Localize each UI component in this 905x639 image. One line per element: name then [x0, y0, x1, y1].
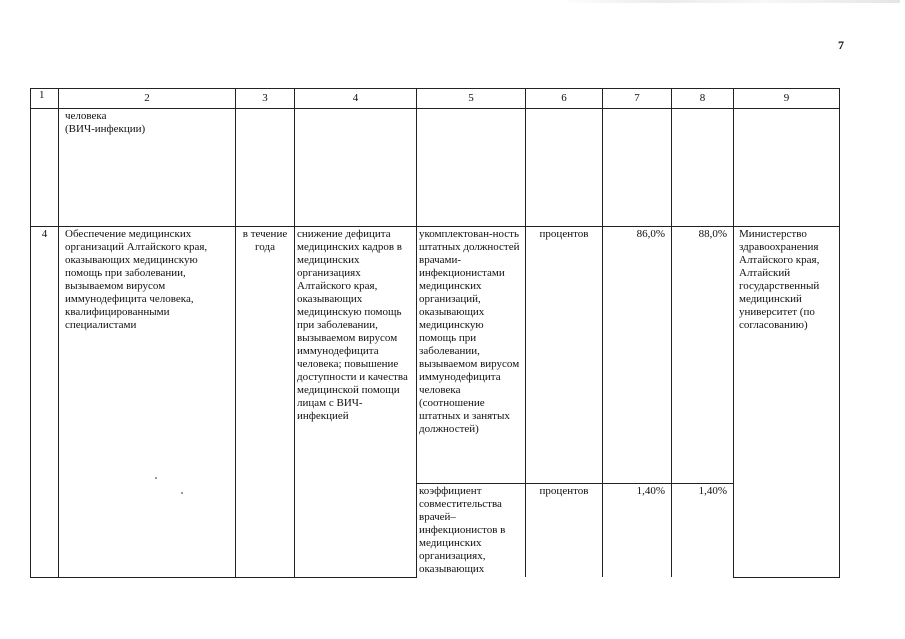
scan-speck — [155, 477, 157, 479]
executor-text: Министерство здравоохранения Алтайского края, Алтайский государственный медицинский университет (по согласованию) — [734, 227, 840, 578]
term-text: в течение года — [236, 227, 295, 578]
header-col-9: 9 — [734, 89, 840, 109]
header-col-4: 4 — [295, 89, 417, 109]
indicator-value-col7: 86,0% — [603, 227, 672, 484]
expected-result-text: снижение дефицита медицинских кадров в медицинских организациях Алтайского края, оказывающих медицинскую помощь при заболевании, вызываемом вирусом иммунодефицита человека; повышение доступности и качества медицинской помощи лицам с ВИЧ-инфекцией — [295, 227, 417, 578]
indicator-unit: процентов — [526, 484, 603, 578]
header-col-1: 1 — [31, 89, 59, 109]
indicator-name: коэффициент совместительства врачей–инфекционистов в медицинских организациях, оказывающих — [417, 484, 526, 578]
header-col-2: 2 — [59, 89, 236, 109]
measures-table — [30, 88, 840, 578]
table-row-4 — [31, 227, 840, 484]
scan-speck — [181, 492, 183, 494]
header-col-3: 3 — [236, 89, 295, 109]
cell-empty — [734, 109, 840, 227]
indicator-unit: процентов — [526, 227, 603, 484]
cell-empty — [672, 109, 734, 227]
indicator-value-col8: 88,0% — [672, 227, 734, 484]
row-number: 4 — [31, 227, 59, 578]
page-number: 7 — [838, 38, 844, 52]
continuation-row — [31, 109, 840, 227]
continuation-activity-text: человека (ВИЧ-инфекции) — [59, 109, 236, 227]
cell-empty — [236, 109, 295, 227]
cell-empty — [295, 109, 417, 227]
activity-text: Обеспечение медицинских организаций Алтайского края, оказывающих медицинскую помощь при заболевании, вызываемом вирусом иммунодефицита человека, квалифицированными специалистами — [59, 227, 236, 578]
indicator-name: укомплектован-ность штатных должностей врачами-инфекционистами медицинских организаций, оказывающих медицинскую помощь при заболевании, вызываемом вирусом иммунодефицита человека (соотношение штатных и занятых должностей) — [417, 227, 526, 484]
cell-empty — [31, 109, 59, 227]
indicator-value-col7: 1,40% — [603, 484, 672, 578]
header-col-7: 7 — [603, 89, 672, 109]
header-col-5: 5 — [417, 89, 526, 109]
cell-empty — [603, 109, 672, 227]
header-col-6: 6 — [526, 89, 603, 109]
header-row — [31, 89, 840, 109]
header-col-8: 8 — [672, 89, 734, 109]
scan-edge-smudge — [560, 0, 900, 3]
cell-empty — [417, 109, 526, 227]
cell-empty — [526, 109, 603, 227]
indicator-value-col8: 1,40% — [672, 484, 734, 578]
